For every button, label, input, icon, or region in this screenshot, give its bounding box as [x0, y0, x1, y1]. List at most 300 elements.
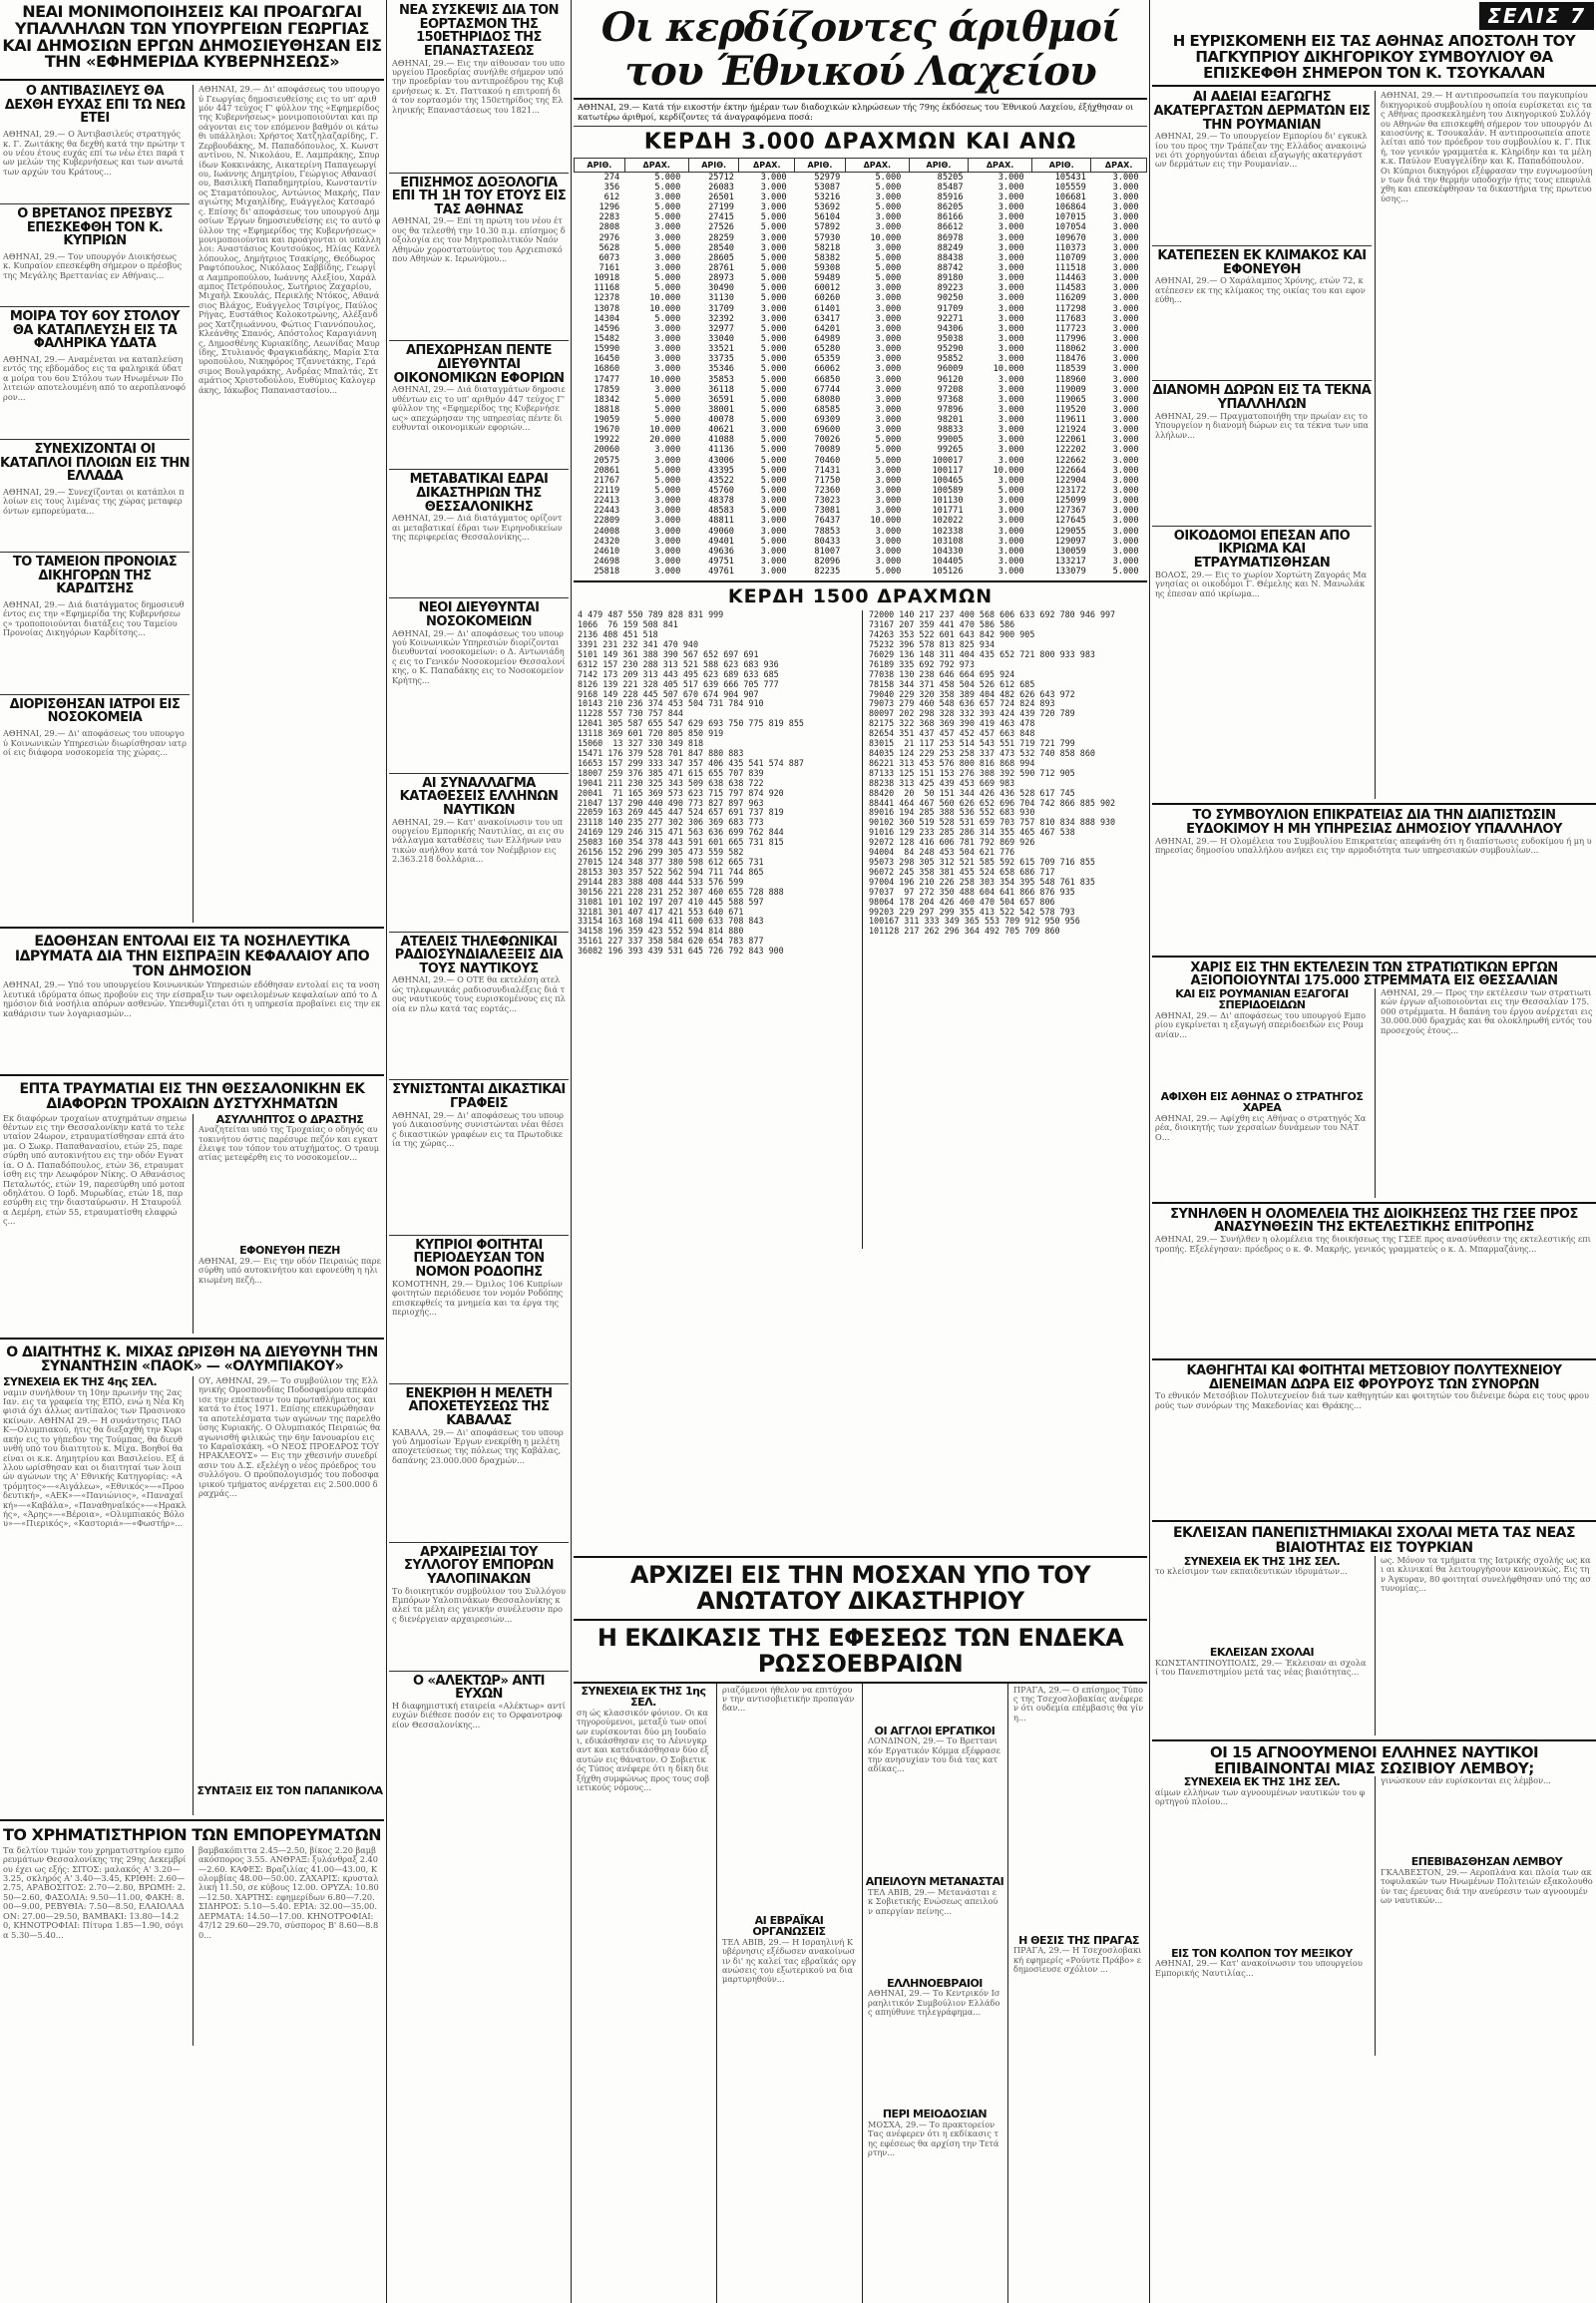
lottery-number: 24320	[594, 536, 620, 547]
lottery-amount: 5.000	[760, 354, 787, 365]
lottery-amount: 3.000	[998, 506, 1024, 517]
th-number: ΑΡΙΘ.	[909, 158, 968, 172]
lottery-amount: 3.000	[998, 567, 1024, 577]
table-row	[575, 506, 1147, 516]
article-text: ΑΘΗΝΑΙ, 29.— Συνήλθεν η ολομέλεια της διοικήσεως της ΓΣΕΕ προς ανασύνθεσιν της εκτελεστικής επιτροπής. Εξελέγησαν: πρόεδρος ο κ. Φ. Μακρής, γενικός γραμματεύς ο κ. Δ. Μπαρμαζάνης...	[1155, 1234, 1591, 1254]
lottery-number: 76437	[814, 516, 841, 527]
lottery-amount: 3.000	[1112, 283, 1139, 294]
table-row	[575, 415, 1147, 425]
article-text: ση ώς κλασσικόν φόνιον. Οι κατηγορούμενοι, μεταξύ των οποίων ευρίσκονται δύο μη Ιουδαίοι, εδικάσθησαν εις το Λένινγκραντ και κατεδικάσθησαν δύο εξ αυτών εις θάνατον. Ο Σοβιετικός Τύπος ανέφερε ότι η δίκη διεξήχθη συμφώνως προς τους σοβιετικούς νόμους...	[577, 1707, 710, 1793]
lottery-amount: 5.000	[654, 182, 681, 192]
lottery-number: 22443	[594, 506, 620, 517]
article-text: ΑΘΗΝΑΙ, 29.— Επί τη πρώτη του νέου έτους θα τελεσθή την 10.30 π.μ. επίσημος δοξολογία εις τον Μητροπολιτικόν Ναόν Αθηνών χοροστατούντος του Αρχιεπισκόπου Αθηνών κ. Ιερωνύμου...	[392, 215, 566, 264]
lottery-amount: 3.000	[1112, 303, 1139, 314]
lottery-amount: 3.000	[875, 506, 902, 517]
table-row	[575, 364, 1147, 374]
lottery-number: 27199	[708, 202, 734, 213]
lottery-number: 27526	[708, 222, 734, 233]
headline-eortasmos: ΝΕΑ ΣΥΣΚΕΨΙΣ ΔΙΑ ΤΟΝ ΕΟΡΤΑΣΜΟΝ ΤΗΣ 150ΕΤΗΡΙΔΟΣ ΤΗΣ ΕΠΑΝΑΣΤΑΣΕΩΣ	[398, 3, 560, 59]
lottery-number: 16860	[594, 364, 620, 375]
lottery-amount: 3.000	[998, 445, 1024, 456]
lottery-number: 53087	[814, 182, 841, 192]
lottery-amount: 3.000	[760, 425, 787, 436]
lottery-amount: 3.000	[998, 354, 1024, 365]
lottery-amount: 3.000	[998, 262, 1024, 273]
lottery-amount: 3.000	[875, 354, 902, 365]
lottery-number: 57930	[814, 232, 841, 243]
lottery-number: 56104	[814, 212, 841, 223]
headline-stratiotika-erga: ΧΑΡΙΣ ΕΙΣ ΤΗΝ ΕΚΤΕΛΕΣΙΝ ΤΩΝ ΣΤΡΑΤΙΩΤΙΚΩΝ ΕΡΓΩΝ ΑΞΙΟΠΟΙΟΥΝΤΑΙ 175.000 ΣΤΡΕΜΜΑΤΑ ΕΙΣ ΘΕΣΣΑΛΙΑΝ	[1190, 960, 1558, 989]
headline-adeiai-exagogis: ΑΙ ΑΔΕΙΑΙ ΕΞΑΓΩΓΗΣ ΑΚΑΤΕΡΓΑΣΤΩΝ ΔΕΡΜΑΤΩΝ ΕΙΣ ΤΗΝ ΡΟΥΜΑΝΙΑΝ	[1153, 91, 1371, 133]
lottery-amount: 3.000	[1112, 242, 1139, 253]
article-text: ΑΘΗΝΑΙ, 29.— Υπό του υπουργείου Κοινωνικών Υπηρεσιών εδόθησαν εντολαί εις τα νοσηλευτικά ιδρύματα όπως προβούν εις την είσπραξιν των οφειλομένων κεφαλαίων από το Δημόσιον διά νοσήλια απόρων ασθενών. Υπενθυμίζεται ότι η υπηρεσία προβαίνει εις την εκκαθάρισιν των λογαριασμών...	[3, 979, 381, 1018]
lottery-number: 10918	[594, 273, 620, 284]
lottery-amount: 3.000	[875, 364, 902, 375]
lottery-number: 119065	[1054, 394, 1086, 405]
lottery-amount: 10.000	[649, 293, 681, 304]
lottery-number: 72360	[814, 486, 841, 497]
lottery-number: 118960	[1054, 374, 1086, 385]
lottery-number: 49636	[708, 546, 734, 557]
lottery-amount: 3.000	[998, 516, 1024, 527]
lottery-amount: 3.000	[1112, 455, 1139, 466]
lottery-amount: 3.000	[875, 496, 902, 507]
lottery-banner: Οι κερδίζοντες άριθμοί του Έθνικού Λαχείου	[574, 0, 1147, 100]
lottery-number: 17477	[594, 374, 620, 385]
lottery-number: 24008	[594, 526, 620, 537]
lottery-amount: 3.000	[875, 384, 902, 395]
lottery-amount: 5.000	[760, 333, 787, 344]
lottery-number: 43395	[708, 465, 734, 476]
table-row	[575, 233, 1147, 243]
lottery-amount: 5.000	[654, 465, 681, 476]
article-text: Το διοικητικόν συμβούλιον του Συλλόγου Εμπόρων Υαλοπινάκων Θεσσαλονίκης καλεί τα μέλη εις γενικήν συνέλευσιν προς διενέργειαν αρχαιρεσιών...	[392, 1585, 567, 1624]
subhead-metanastai: ΑΠΕΙΛΟΥΝ ΜΕΤΑΝΑΣΤΑΙ	[865, 1875, 1004, 1889]
article-text: ΑΘΗΝΑΙ, 29.— Συνεχίζονται οι κατάπλοι πλοίων εις τους λιμένας της χώρας μεταφερόντων εμπορεύματα...	[3, 486, 185, 516]
lottery-amount: 3.000	[760, 557, 787, 568]
table-row	[575, 466, 1147, 476]
article-text: γινώσκουν εάν ευρίσκονται εις λέμβον...	[1381, 1776, 1551, 1786]
lottery-number: 85487	[937, 182, 964, 192]
column-right	[1152, 0, 1596, 2303]
lottery-amount: 3.000	[998, 475, 1024, 486]
lottery-amount: 3.000	[1112, 486, 1139, 497]
lottery-number: 41088	[708, 435, 734, 446]
article-text: ΑΘΗΝΑΙ, 29.— Τον υπουργόν Διοικήσεως κ. Κυπραίον επεσκέφθη σήμερον ο πρέσβυς της Μεγάλης Βρεττανίας εν Αθήναις...	[3, 251, 183, 280]
article-text: ναμιν συνήλθουν τη 10ην πρωινήν της 2ας Ιαν. εις τα γραφεία της ΕΠΟ, ενώ η Νέα Κηφισιά όχι άλλως αντίπαλος των Πρασινοκοκκίνων. ΑΘΗΝΑΙ 29.— Η συνάντησις ΠΑΟΚ—Ολυμπιακού, ήτις θα διεξαχθή την Κυριακήν εις το γήπεδον της Τούμπας, θα διευθυνθή υπό του διαιτητού κ. Μίχα. Βοηθοί θα είναι οι κ.κ. Δημητρίου και Βασιλείου. Εξ άλλου ωρίσθησαν και οι διαιτηταί των λοιπών αγώνων της Α' Εθνικής Κατηγορίας: «Ατρόμητος»—«Αιγάλεω», «Εθνικός»—«Προοδευτική», «ΑΕΚ»—«Πανιώνιος», «Παναχαϊκή»—«Καβάλα», «Παναθηναϊκός»—«Ηρακλής», «Άρης»—«Βέροια», «Ολυμπιακός Βόλου»—«Πιερικός», «Καστοριά»—«Φωστήρ»...	[3, 1386, 187, 1529]
headline-moira-stolou: ΜΟΙΡΑ ΤΟΥ 6ΟΥ ΣΤΟΛΟΥ ΘΑ ΚΑΤΑΠΛΕΥΣΗ ΕΙΣ ΤΑ ΦΑΛΗΡΙΚΑ ΥΔΑΤΑ	[9, 309, 181, 352]
lottery-amount: 10.000	[649, 303, 681, 314]
table-row	[575, 273, 1147, 283]
lottery-number: 73023	[814, 496, 841, 507]
lottery-amount: 3.000	[998, 212, 1024, 223]
lottery-number: 33040	[708, 333, 734, 344]
lottery-number: 73081	[814, 506, 841, 517]
lottery-number: 31709	[708, 303, 734, 314]
lottery-number: 97368	[937, 394, 964, 405]
lottery-amount: 3.000	[998, 313, 1024, 324]
lottery-number: 66850	[814, 374, 841, 385]
table-row	[575, 527, 1147, 537]
lottery-amount: 3.000	[998, 202, 1024, 213]
article-text: ΤΕΛ ΑΒΙΒ, 29.— Μετανάσται εκ Σοβιετικής Ενώσεως απειλούν απεργίαν πείνης...	[868, 1886, 998, 1916]
lottery-amount: 3.000	[875, 212, 902, 223]
lottery-number: 28973	[708, 273, 734, 284]
lottery-amount: 3.000	[1112, 202, 1139, 213]
lottery-number: 106681	[1054, 192, 1086, 202]
lottery-number: 31130	[708, 293, 734, 304]
lottery-number: 64201	[814, 323, 841, 334]
lottery-amount: 3.000	[875, 242, 902, 253]
lottery-amount: 3.000	[1112, 516, 1139, 527]
headline-traumatiai: ΕΠΤΑ ΤΡΑΥΜΑΤΙΑΙ ΕΙΣ ΤΗΝ ΘΕΣΣΑΛΟΝΙΚΗΝ ΕΚ ΔΙΑΦΟΡΩΝ ΤΡΟΧΑΙΩΝ ΔΥΣΤΥΧΗΜΑΤΩΝ	[19, 1081, 365, 1112]
table-row	[575, 202, 1147, 212]
lottery-amount: 3.000	[1112, 212, 1139, 223]
table-row	[575, 547, 1147, 557]
lottery-number: 48583	[708, 506, 734, 517]
headline-oikodomoi: ΟΙΚΟΔΟΜΟΙ ΕΠΕΣΑΝ ΑΠΟ ΙΚΡΙΩΜΑ ΚΑΙ ΕΤΡΑΥΜΑΤΙΣΘΗΣΑΝ	[1173, 528, 1351, 572]
lottery-amount: 5.000	[760, 283, 787, 294]
article-text: ριαζόμενοι ήθελον να επιτύχουν την αντισοβιετικήν προπαγάνδαν...	[722, 1685, 855, 1714]
lottery-amount: 5.000	[654, 212, 681, 223]
subhead-ekleisan-scholai: ΕΚΛΕΙΣΑΝ ΣΧΟΛΑΙ	[1209, 1646, 1315, 1660]
lottery-amount: 3.000	[998, 557, 1024, 568]
lottery-number: 59308	[814, 262, 841, 273]
lottery-number: 19670	[594, 425, 620, 436]
lottery-number: 118062	[1054, 344, 1086, 355]
table-row	[575, 243, 1147, 253]
lottery-number: 1296	[598, 202, 620, 213]
lottery-amount: 3.000	[875, 425, 902, 436]
th-number: ΑΡΙΘ.	[575, 158, 625, 172]
lottery-number: 122061	[1054, 435, 1086, 446]
lottery-amount: 3.000	[760, 182, 787, 192]
lottery-number: 97896	[937, 404, 964, 415]
lottery-amount: 3.000	[998, 496, 1024, 507]
article-text: ΚΩΝΣΤΑΝΤΙΝΟΥΠΟΛΙΣ, 29.— Έκλεισαν αι σχολαί του Πανεπιστημίου μετά τας νέας βιαιότητας...	[1155, 1657, 1367, 1678]
continuation-label: ΣΥΝΕΧΕΙΑ ΕΚ ΤΗΣ 1ΗΣ ΣΕΛ.	[1183, 1776, 1341, 1789]
lottery-amount: 3.000	[998, 303, 1024, 314]
subhead-evraikai: ΑΙ ΕΒΡΑΪΚΑΙ ΟΡΓΑΝΩΣΕΙΣ	[752, 1913, 826, 1939]
lottery-number: 119009	[1054, 384, 1086, 395]
lottery-amount: 3.000	[998, 222, 1024, 233]
table-row	[575, 222, 1147, 232]
lottery-number: 98201	[937, 415, 964, 426]
lottery-amount: 3.000	[1112, 546, 1139, 557]
lottery-number: 71750	[814, 475, 841, 486]
headline-diaititis-michas: Ο ΔΙΑΙΤΗΤΗΣ Κ. ΜΙΧΑΣ ΩΡΙΣΘΗ ΝΑ ΔΙΕΥΘΥΝΗ ΤΗΝ ΣΥΝΑΝΤΗΣΙΝ «ΠΑΟΚ» — «ΟΛΥΜΠΙΑΚΟΥ»	[6, 1343, 378, 1375]
lottery-number: 15482	[594, 333, 620, 344]
lottery-amount: 5.000	[760, 364, 787, 375]
lottery-amount: 10.000	[649, 374, 681, 385]
table-row	[575, 324, 1147, 334]
lottery-amount: 5.000	[654, 273, 681, 284]
lottery-number: 43006	[708, 455, 734, 466]
lottery-number: 49751	[708, 557, 734, 568]
headline-kataploi: ΣΥΝΕΧΙΖΟΝΤΑΙ ΟΙ ΚΑΤΑΠΛΟΙ ΠΛΟΙΩΝ ΕΙΣ ΤΗΝ ΕΛΛΑΔΑ	[0, 441, 190, 485]
lottery-number: 86205	[937, 202, 964, 213]
lottery-number: 60012	[814, 283, 841, 294]
left-subcolumn-b	[196, 85, 384, 923]
th-number: ΑΡΙΘ.	[688, 158, 739, 172]
lottery-number: 5628	[598, 242, 620, 253]
lottery-number: 69600	[814, 425, 841, 436]
lottery-number: 117723	[1054, 323, 1086, 334]
lottery-number: 114463	[1054, 273, 1086, 284]
article-text: ΚΑΒΑΛΑ, 29.— Δι' αποφάσεως του υπουργού Δημοσίων Έργων ενεκρίθη η μελέτη αποχετεύσεως της πόλεως της Καβάλας, δαπάνης 23.000.000 δραχμών...	[392, 1426, 564, 1465]
lottery-amount: 3.000	[998, 455, 1024, 466]
lottery-amount: 20.000	[649, 435, 681, 446]
lottery-amount: 3.000	[875, 323, 902, 334]
article-text: ΤΕΛ ΑΒΙΒ, 29.— Η Ισραηλινή Κυβέρνησις εξέδωσεν ανακοίνωσιν δι' ης καλεί τας εβραϊκάς οργανώσεις του εξωτερικού να διαμαρτυρηθούν...	[722, 1936, 857, 1985]
headline-moscow-1: ΑΡΧΙΖΕΙ ΕΙΣ ΤΗΝ ΜΟΣΧΑΝ ΥΠΟ ΤΟΥ ΑΝΩΤΑΤΟΥ ΔΙΚΑΣΤΗΡΙΟΥ	[574, 1556, 1147, 1621]
lottery-amount: 3.000	[654, 506, 681, 517]
lottery-number: 65280	[814, 344, 841, 355]
lottery-amount: 3.000	[1112, 415, 1139, 426]
lottery-number: 22119	[594, 486, 620, 497]
lottery-table-header	[575, 158, 1147, 172]
lottery-number: 20575	[594, 455, 620, 466]
lottery-number: 117683	[1054, 313, 1086, 324]
lottery-number: 38001	[708, 404, 734, 415]
headline-moscow-2: Η ΕΚΔΙΚΑΣΙΣ ΤΗΣ ΕΦΕΣΕΩΣ ΤΩΝ ΕΝΔΕΚΑ ΡΩΣΣΟΕΒΡΑΙΩΝ	[574, 1621, 1147, 1684]
lottery-number: 22809	[594, 516, 620, 527]
lottery-number: 133079	[1054, 567, 1086, 577]
subhead-anglokratikoi: ΟΙ ΑΓΓΛΟΙ ΕΡΓΑΤΙΚΟΙ	[874, 1724, 996, 1737]
table-row	[575, 375, 1147, 385]
article-text: ΑΘΗΝΑΙ, 29.— Δι' αποφάσεως του υπουργού Κοινωνικών Υπηρεσιών διορίζονται διευθυνταί νοσοκομείων: ο Δ. Αντωνιάδης εις το Γενικόν Νοσοκομείον Θεσσαλονίκης, ο Κ. Παπαδάκης εις το Νοσοκομείον Κρήτης...	[392, 627, 566, 685]
lottery-amount: 3.000	[760, 496, 787, 507]
table-row	[575, 516, 1147, 526]
headline-radiosyndialexeis: ΑΤΕΛΕΙΣ ΤΗΛΕΦΩΝΙΚΑΙ ΡΑΔΙΟΣΥΝΔΙΑΛΕΞΕΙΣ ΔΙΑ ΤΟΥΣ ΝΑΥΤΙΚΟΥΣ	[394, 934, 564, 976]
article-text: ΑΘΗΝΑΙ, 29.— Αναμένεται να καταπλεύση εντός της εβδομάδος εις τα φαληρικά ύδατα μοίρα του 6ου Στόλου των Ηνωμένων Πολιτειών αποτελουμένη από το αεροπλανοφόρον...	[3, 353, 187, 402]
lottery-amount: 3.000	[875, 536, 902, 547]
headline-polytechneio: ΚΑΘΗΓΗΤΑΙ ΚΑΙ ΦΟΙΤΗΤΑΙ ΜΕΤΣΟΒΙΟΥ ΠΟΛΥΤΕΧΝΕΙΟΥ ΔΙΕΝΕΙΜΑΝ ΔΩΡΑ ΕΙΣ ΦΡΟΥΡΟΥΣ ΤΩΝ ΣΥΝΟΡΩΝ	[1186, 1363, 1562, 1392]
lottery-number: 61401	[814, 303, 841, 314]
article-text: ΜΟΣΧΑ, 29.— Το πρακτορείον Τας ανέφερεν ότι η εκδίκασις της εφέσεως θα αρχίση την Τετάρτην...	[868, 2118, 999, 2158]
column-lottery	[574, 0, 1147, 1551]
lottery-number: 60260	[814, 293, 841, 304]
lottery-number: 95852	[937, 354, 964, 365]
lottery-number: 96009	[937, 364, 964, 375]
lottery-amount: 5.000	[760, 374, 787, 385]
th-amount: ΔΡΑΧ.	[845, 158, 909, 172]
lottery-amount: 5.000	[875, 435, 902, 446]
lottery-amount: 3.000	[998, 536, 1024, 547]
lottery-amount: 5.000	[654, 242, 681, 253]
lottery-number: 110709	[1054, 252, 1086, 263]
lottery-amount: 10.000	[870, 516, 902, 527]
continuation-label: ΣΥΝΕΧΕΙΑ ΕΚ ΤΗΣ 1ΗΣ ΣΕΛ.	[1183, 1555, 1341, 1568]
lottery-amount: 10.000	[993, 465, 1024, 476]
headline-apechorisan: ΑΠΕΧΩΡΗΣΑΝ ΠΕΝΤΕ ΔΙΕΥΘΥΝΤΑΙ ΟΙΚΟΝΟΜΙΚΩΝ ΕΦΟΡΙΩΝ	[393, 343, 565, 386]
headline-apostoli-kyprou: Η ΕΥΡΙΣΚΟΜΕΝΗ ΕΙΣ ΤΑΣ ΑΘΗΝΑΣ ΑΠΟΣΤΟΛΗ ΤΟΥ ΠΑΓΚΥΠΡΙΟΥ ΔΙΚΗΓΟΡΙΚΟΥ ΣΥΜΒΟΥΛΙΟΥ ΘΑ ΕΠΙΣΚΕΦΘΗ ΣΗΜΕΡΟΝ ΤΟΝ Κ. ΤΣΟΥΚΑΛΑΝ	[1172, 32, 1576, 82]
th-amount: ΔΡΑΧ.	[969, 158, 1032, 172]
lottery-amount: 5.000	[760, 506, 787, 517]
lottery-number: 40078	[708, 415, 734, 426]
lottery-number: 100465	[932, 475, 964, 486]
lottery-number: 86612	[937, 222, 964, 233]
lottery-number: 122202	[1054, 445, 1086, 456]
lottery-number: 85205	[937, 172, 964, 183]
lottery-amount: 3.000	[998, 435, 1024, 446]
lottery-number: 21767	[594, 475, 620, 486]
headline-metavatikai-edrai: ΜΕΤΑΒΑΤΙΚΑΙ ΕΔΡΑΙ ΔΙΚΑΣΤΗΡΙΩΝ ΤΗΣ ΘΕΣΣΑΛΟΝΙΚΗΣ	[409, 472, 549, 515]
lottery-amount: 3.000	[1112, 404, 1139, 415]
lottery-number: 96120	[937, 374, 964, 385]
lottery-amount: 3.000	[998, 374, 1024, 385]
lottery-amount: 5.000	[654, 172, 681, 183]
lottery-amount: 3.000	[998, 293, 1024, 304]
lottery-number: 25818	[594, 567, 620, 577]
lottery-number: 18342	[594, 394, 620, 405]
lottery-amount: 3.000	[875, 333, 902, 344]
table-row	[575, 304, 1147, 314]
headline-doxologia: ΕΠΙΣΗΜΟΣ ΔΟΞΟΛΟΓΙΑ ΕΠΙ ΤΗ 1Η ΤΟΥ ΕΤΟΥΣ ΕΙΣ ΤΑΣ ΑΘΗΝΑΣ	[391, 175, 567, 217]
th-amount: ΔΡΑΧ.	[739, 158, 795, 172]
th-amount: ΔΡΑΧ.	[624, 158, 688, 172]
lottery-number: 100117	[932, 465, 964, 476]
table-row	[575, 395, 1147, 405]
lottery-number: 2808	[598, 222, 620, 233]
article-text: ΑΘΗΝΑΙ, 29.— Διά διατάγματος ορίζονται μεταβατικαί έδραι των Ειρηνοδικείων της περιφερείας Θεσσαλονίκης...	[392, 513, 563, 543]
article-text: ΛΟΝΔΙΝΟΝ, 29.— Το Βρεττανικόν Εργατικόν Κόμμα εξέφρασε την ανησυχίαν του διά τας καταδίκας...	[868, 1735, 1000, 1774]
table-row	[575, 293, 1147, 303]
lottery-amount: 3.000	[1112, 222, 1139, 233]
lottery-number: 70026	[814, 435, 841, 446]
lottery-amount: 3.000	[998, 283, 1024, 294]
article-text: το κλείσιμον των εκπαιδευτικών ιδρυμάτων...	[1155, 1566, 1348, 1577]
lottery-1500-left: 4 479 487 550 789 828 831 999 1066 76 159 508 841 2136 408 451 518 3391 231 232 341 470 940 5101 149 361 388 390 567 652 697 691 6312 157 230 288 313 521 588 623 683 936 7142 173 209 313 443 495 623 689 633 685 8126 139 221 328 405 517 639 666 705 777 9168 149 228 445 507 670 674 904 907 10143 210 236 374 453 504 731 784 910 11228 557 730 757 844 12041 305 587 655 547 629 693 750 775 819 855 13118 369 601 720 805 850 919 15060 13 327 330 349 818 15471 176 379 528 701 847 880 883 16653 157 299 333 347 357 406 435 541 574 887 18007 259 376 385 471 615 655 707 839 19041 211 230 325 343 509 638 638 722 20041 71 165 369 573 623 715 797 874 920 21047 137 290 440 490 773 827 897 963 22059 163 269 445 447 524 657 691 737 819 23118 140 235 277 302 306 369 683 773 24169 129 246 315 471 563 636 699 762 844 25083 160 354 378 443 591 601 665 731 815 26156 152 296 299 305 473 559 582 27015 124 348 377 380 598 612 665 731 28153 303 357 522 562 594 711 744 865 29144 283 388 408 444 533 576 599 30156 221 228 231 252 307 460 655 728 888 31081 101 102 197 207 410 445 588 597 32181 301 407 417 421 553 640 671 33154 163 168 194 411 600 633 708 843 34158 196 359 423 552 594 814 880 35161 227 337 358 584 620 654 783 877 36082 196 393 439 531 645 726 792 843 900	[578, 610, 804, 957]
article-text: ΑΘΗΝΑΙ, 29.— Το υπουργείον Εμπορίου δι' εγκυκλίου του προς την Τράπεζαν της Ελλάδος ανακοινώνει ότι χορηγούνται άδειαι εξαγωγής ακατεργάστων δερμάτων εις την Ρουμανίαν...	[1155, 131, 1368, 170]
article-text: ΑΘΗΝΑΙ, 29.— Η αντιπροσωπεία του παγκυπρίου δικηγορικού συμβουλίου η οποία ευρίσκεται εις τας Αθήνας προσκεκλημένη του Δικηγορικού Συλλόγου Αθηνών θα επισκεφθή σήμερον τον υπουργόν Δικαιοσύνης κ. Τσουκαλάν. Η αντιπροσωπεία αποτελείται από τον πρόεδρον του συμβουλίου κ. Γ. Πική, τον γενικόν γραμματέα κ. Κληρίδην και τα μέλη κ.κ. Παύλον Ευαγγελίδην και Κ. Παπαδόπουλον. Οι Κύπριοι δικηγόροι εξέφρασαν την ευγνωμοσύνην των διά την θερμήν υποδοχήν ήτις τους επεφυλάχθη και επεσκέφθησαν τα δικαστήρια της πρωτευούσης...	[1381, 91, 1593, 203]
lottery-number: 7161	[598, 262, 620, 273]
lottery-amount: 3.000	[998, 394, 1024, 405]
lottery-number: 118539	[1054, 364, 1086, 375]
lottery-number: 41136	[708, 445, 734, 456]
table-row	[575, 405, 1147, 415]
lottery-number: 100589	[932, 486, 964, 497]
lottery-number: 27415	[708, 212, 734, 223]
lottery-number: 99265	[937, 445, 964, 456]
lottery-number: 106864	[1054, 202, 1086, 213]
lottery-number: 33735	[708, 354, 734, 365]
lottery-number: 53692	[814, 202, 841, 213]
article-text: ΑΘΗΝΑΙ, 29.— Ο Χαράλαμπος Χρόνης, ετών 72, κατέπεσεν εκ της κλίμακος της οικίας του και εφονεύθη...	[1155, 275, 1366, 305]
lottery-amount: 3.000	[875, 293, 902, 304]
lottery-amount: 10.000	[993, 364, 1024, 375]
lottery-number: 35853	[708, 374, 734, 385]
lottery-number: 12378	[594, 293, 620, 304]
lottery-amount: 5.000	[875, 182, 902, 192]
headline-vretanos-presvys: Ο ΒΡΕΤΑΝΟΣ ΠΡΕΣΒΥΣ ΕΠΕΣΚΕΦΘΗ ΤΟΝ Κ. ΚΥΠΡΙΩΝ	[17, 206, 173, 249]
headline-symvoulion-epikrateias: ΤΟ ΣΥΜΒΟΥΛΙΟΝ ΕΠΙΚΡΑΤΕΙΑΣ ΔΙΑ ΤΗΝ ΔΙΑΠΙΣΤΩΣΙΝ ΕΥΔΟΚΙΜΟΥ Η ΜΗ ΥΠΗΡΕΣΙΑΣ ΔΗΜΟΣΙΟΥ ΥΠΑΛΛΗΛΟΥ	[1186, 808, 1562, 837]
headline-alektor: Ο «ΑΛΕΚΤΩΡ» ΑΝΤΙ ΕΥΧΩΝ	[412, 1673, 546, 1703]
lottery-number: 24610	[594, 546, 620, 557]
lottery-number: 105559	[1054, 182, 1086, 192]
lottery-amount: 3.000	[1112, 496, 1139, 507]
lottery-amount: 5.000	[654, 202, 681, 213]
table-row	[575, 283, 1147, 293]
lottery-amount: 3.000	[875, 283, 902, 294]
lottery-amount: 3.000	[875, 486, 902, 497]
lottery-number: 16450	[594, 354, 620, 365]
lottery-amount: 3.000	[998, 415, 1024, 426]
subhead-asyllyptos: ΑΣΥΛΛΗΠΤΟΣ Ο ΔΡΑΣΤΗΣ	[215, 1113, 364, 1126]
lottery-amount: 5.000	[875, 202, 902, 213]
lottery-number: 86978	[937, 232, 964, 243]
lottery-number: 43522	[708, 475, 734, 486]
lottery-amount: 5.000	[875, 455, 902, 466]
lottery-number: 11168	[594, 283, 620, 294]
lottery-amount: 3.000	[1112, 172, 1139, 183]
lottery-amount: 3.000	[875, 374, 902, 385]
page-number-tag: ΣΕΛΙΣ 7	[1479, 2, 1594, 30]
lottery-amount: 3.000	[875, 557, 902, 568]
left-subcolumn-a	[0, 85, 190, 923]
table-row	[575, 567, 1147, 576]
subhead-lemvos: ΕΠΕΒΙΒΑΣΘΗΣΑΝ ΛΕΜΒΟΥ	[1410, 1855, 1563, 1869]
lottery-number: 14304	[594, 313, 620, 324]
headline-tameion-pronoias: ΤΟ ΤΑΜΕΙΟΝ ΠΡΟΝΟΙΑΣ ΔΙΚΗΓΟΡΩΝ ΤΗΣ ΚΑΡΔΙΤΣΗΣ	[12, 554, 178, 597]
lottery-amount: 3.000	[760, 516, 787, 527]
article-text: Αναζητείται υπό της Τροχαίας ο οδηγός αυτοκινήτου όστις παρέσυρε πεζόν και εγκατέλειψε τον τόπον του ατυχήματος. Ο τραυματίας μετεφέρθη εις το νοσοκομείον...	[199, 1124, 380, 1163]
table-row	[575, 253, 1147, 263]
lottery-amount: 3.000	[998, 404, 1024, 415]
lottery-amount: 3.000	[1112, 333, 1139, 344]
lottery-amount: 3.000	[1112, 536, 1139, 547]
lottery-number: 111518	[1054, 262, 1086, 273]
lottery-amount: 3.000	[875, 526, 902, 537]
lottery-number: 99005	[937, 435, 964, 446]
lottery-number: 129097	[1054, 536, 1086, 547]
lottery-number: 127367	[1054, 506, 1086, 517]
lottery-number: 6073	[598, 252, 620, 263]
lottery-amount: 3.000	[1112, 394, 1139, 405]
lottery-amount: 3.000	[1112, 364, 1139, 375]
lottery-amount: 3.000	[760, 172, 787, 183]
lottery-amount: 3.000	[1112, 374, 1139, 385]
continuation-label: ΣΥΝΕΧΕΙΑ ΕΚ ΤΗΣ 1ης ΣΕΛ.	[581, 1685, 706, 1710]
lottery-amount: 3.000	[760, 202, 787, 213]
lottery-number: 80433	[814, 536, 841, 547]
lottery-amount: 3.000	[1112, 232, 1139, 243]
lottery-amount: 5.000	[760, 293, 787, 304]
subhead-spevidoeidon: ΚΑΙ ΕΙΣ ΡΟΥΜΑΝΙΑΝ ΕΞΑΓΟΓΑΙ ΣΠΕΡΙΔΟΕΙΔΩΝ	[1175, 987, 1349, 1012]
table-row	[575, 385, 1147, 395]
article-text: ΑΘΗΝΑΙ, 29.— Προς την εκτέλεσιν των στρατιωτικών έργων αξιοποιούνται εις την Θεσσαλίαν 175.000 στρέμματα. Η δαπάνη του έργου ανέρχεται εις 30.000.000 δραχμάς και θα ολοκληρωθή εντός του προσεχούς έτους...	[1381, 987, 1593, 1035]
table-row	[575, 445, 1147, 455]
lottery-amount: 3.000	[654, 323, 681, 334]
lottery-amount: 3.000	[760, 526, 787, 537]
lottery-number: 28605	[708, 252, 734, 263]
lottery-number: 105431	[1054, 172, 1086, 183]
lottery-amount: 3.000	[875, 344, 902, 355]
lottery-amount: 3.000	[1112, 293, 1139, 304]
lottery-amount: 5.000	[654, 313, 681, 324]
lottery-number: 81007	[814, 546, 841, 557]
lottery-number: 58218	[814, 242, 841, 253]
lottery-number: 59489	[814, 273, 841, 284]
table-row	[575, 334, 1147, 344]
table-row	[575, 476, 1147, 486]
lottery-number: 114583	[1054, 283, 1086, 294]
lottery-amount: 5.000	[760, 262, 787, 273]
lottery-amount: 3.000	[875, 465, 902, 476]
lottery-amount: 3.000	[875, 222, 902, 233]
lottery-amount: 3.000	[654, 496, 681, 507]
lottery-amount: 3.000	[654, 333, 681, 344]
